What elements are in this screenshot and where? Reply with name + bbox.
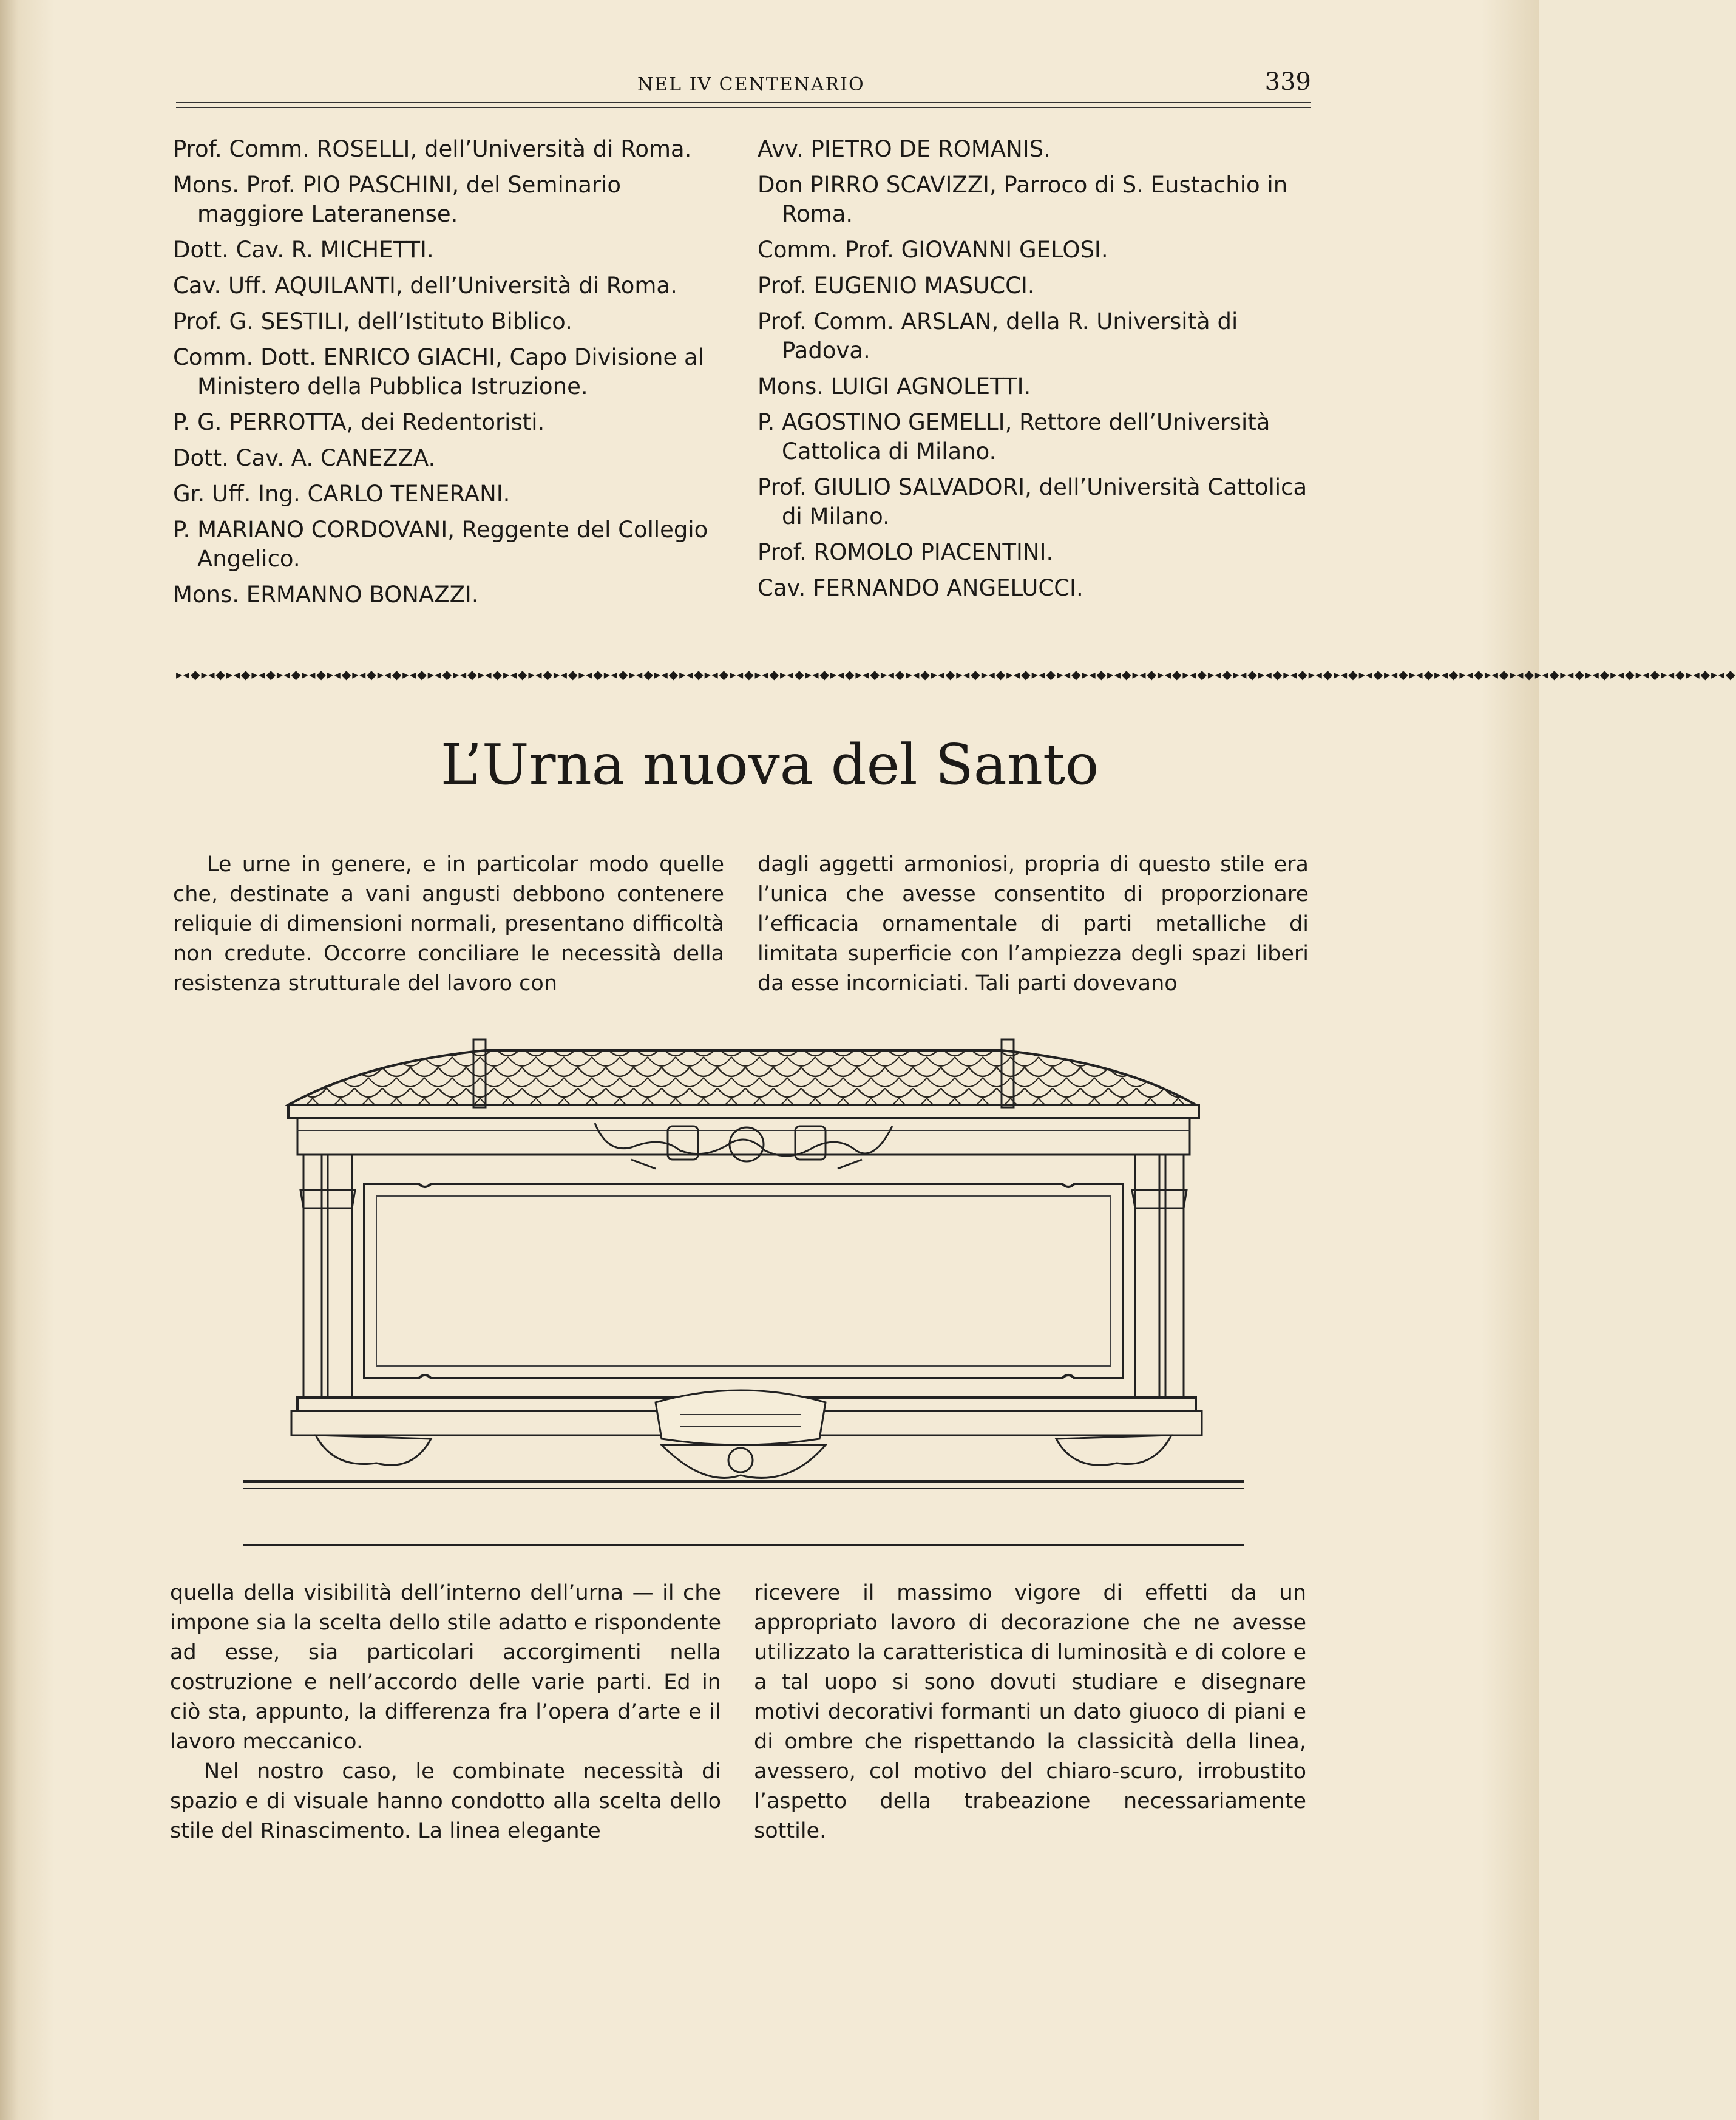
name-entry: P. MARIANO CORDOVANI, Reggente del Collegio Angelico. <box>173 517 708 572</box>
page-number: 339 <box>1264 68 1311 96</box>
name-entry: Dott. Cav. R. MICHETTI. <box>173 237 434 263</box>
paragraph: Nel nostro caso, le combinate necessità di spazio e di visuale hanno condotto alla scelta dello stile del Rinascimento. La linea elegante <box>170 1759 721 1843</box>
names-list-right <box>758 135 1311 610</box>
article-text-bottom-right <box>754 1578 1306 1846</box>
paragraph: Le urne in genere, e in particolar modo quelle che, destinate a vani angusti debbono contenere reliquie di dimensioni normali, presentano difficoltà non credute. Occorre conciliare le necessità della resistenza strutturale del lavoro con <box>173 852 724 996</box>
urn-base <box>291 1390 1202 1445</box>
running-title: NEL IV CENTENARIO <box>637 74 865 95</box>
name-entry: Mons. ERMANNO BONAZZI. <box>173 582 479 608</box>
name-entry: Gr. Uff. Ing. CARLO TENERANI. <box>173 481 510 507</box>
name-entry: P. AGOSTINO GEMELLI, Rettore dell’Università Cattolica di Milano. <box>758 409 1270 464</box>
urn-frieze <box>297 1118 1190 1169</box>
name-entry: P. G. PERROTTA, dei Redentoristi. <box>173 409 545 435</box>
article-title: L’Urna nuova del Santo <box>440 732 1099 797</box>
page-header <box>176 68 1311 104</box>
name-entry: Prof. Comm. ARSLAN, della R. Università di Padova. <box>758 308 1238 364</box>
name-entry: Mons. LUIGI AGNOLETTI. <box>758 373 1031 399</box>
paragraph: dagli aggetti armoniosi, propria di questo stile era l’unica che avesse consentito di proporzionare l’efficacia ornamentale di parti metalliche di limitata superficie con l’ampiezza degli spazi liberi da esse incorniciati. Tali parti dovevano <box>758 852 1309 996</box>
ground-line <box>243 1481 1244 1545</box>
name-entry: Comm. Prof. GIOVANNI GELOSI. <box>758 237 1108 263</box>
name-entry: Prof. GIULIO SALVADORI, dell’Università Cattolica di Milano. <box>758 474 1307 529</box>
urn-right-columns <box>1132 1155 1187 1398</box>
paragraph: ricevere il massimo vigore di effetti da un appropriato lavoro di decorazione che ne avesse utilizzato la caratteristica di luminosità e di colore e a tal uopo si sono dovuti studiare e disegnare motivi decorativi formanti un dato giuoco di piani e di ombre che rispettando la classicità della linea, avessero, col motivo del chiaro-scuro, irrobustito l’aspetto della trabeazione necessariamente sottile. <box>754 1581 1306 1843</box>
name-entry: Comm. Dott. ENRICO GIACHI, Capo Divisione al Ministero della Pubblica Istruzione. <box>173 344 704 399</box>
urn-lid <box>288 1039 1199 1118</box>
name-entry: Don PIRRO SCAVIZZI, Parroco di S. Eustachio in Roma. <box>758 172 1288 227</box>
name-entry: Cav. Uff. AQUILANTI, dell’Università di Roma. <box>173 273 677 299</box>
name-entry: Prof. G. SESTILI, dell’Istituto Biblico. <box>173 308 572 335</box>
article-text-bottom-left <box>170 1578 721 1846</box>
article-text-top-left <box>173 850 724 999</box>
header-rule <box>176 102 1311 108</box>
name-entry: Mons. Prof. PIO PASCHINI, del Seminario maggiore Lateranense. <box>173 172 622 227</box>
paragraph: quella della visibilità dell’interno dell’urna — il che impone sia la scelta dello stile adatto e rispondente ad esse, sia particolari accorgimenti nella costruzione e nell’accordo delle varie parti. Ed in ciò sta, appunto, la differenza fra l’opera d’arte e il lavoro meccanico. <box>170 1581 721 1754</box>
urn-left-columns <box>300 1155 355 1398</box>
urn-illustration <box>243 1026 1244 1548</box>
name-entry: Prof. ROMOLO PIACENTINI. <box>758 539 1054 565</box>
name-entry: Avv. PIETRO DE ROMANIS. <box>758 136 1051 162</box>
ornamental-divider: ▸◂◆▸◂◆▸◂◆▸◂◆▸◂◆▸◂◆▸◂◆▸◂◆▸◂◆▸◂◆▸◂◆▸◂◆▸◂◆▸◂◆▸◂◆▸◂◆▸◂◆▸◂◆▸◂◆▸◂◆▸◂◆▸◂◆▸◂◆▸◂◆▸◂◆▸◂◆▸◂◆▸◂◆▸◂◆▸◂◆▸◂◆▸◂◆▸◂◆▸◂◆▸◂◆▸◂◆▸◂◆▸◂◆▸◂◆▸◂◆▸◂◆▸◂◆▸◂◆▸◂◆▸◂◆▸◂◆▸◂◆▸◂◆▸◂◆▸◂◆▸◂◆▸◂◆▸◂◆▸◂◆▸◂◆▸◂◆▸◂◆▸◂◆▸◂◆▸◂◆▸◂◆▸◂◆ <box>176 667 1736 682</box>
name-entry: Cav. FERNANDO ANGELUCCI. <box>758 575 1083 601</box>
name-entry: Dott. Cav. A. CANEZZA. <box>173 445 436 471</box>
name-entry: Prof. EUGENIO MASUCCI. <box>758 273 1035 299</box>
article-text-top-right <box>758 850 1309 999</box>
name-entry: Prof. Comm. ROSELLI, dell’Università di Roma. <box>173 136 692 162</box>
names-list-left <box>173 135 727 616</box>
urn-glass-panel <box>364 1184 1123 1378</box>
